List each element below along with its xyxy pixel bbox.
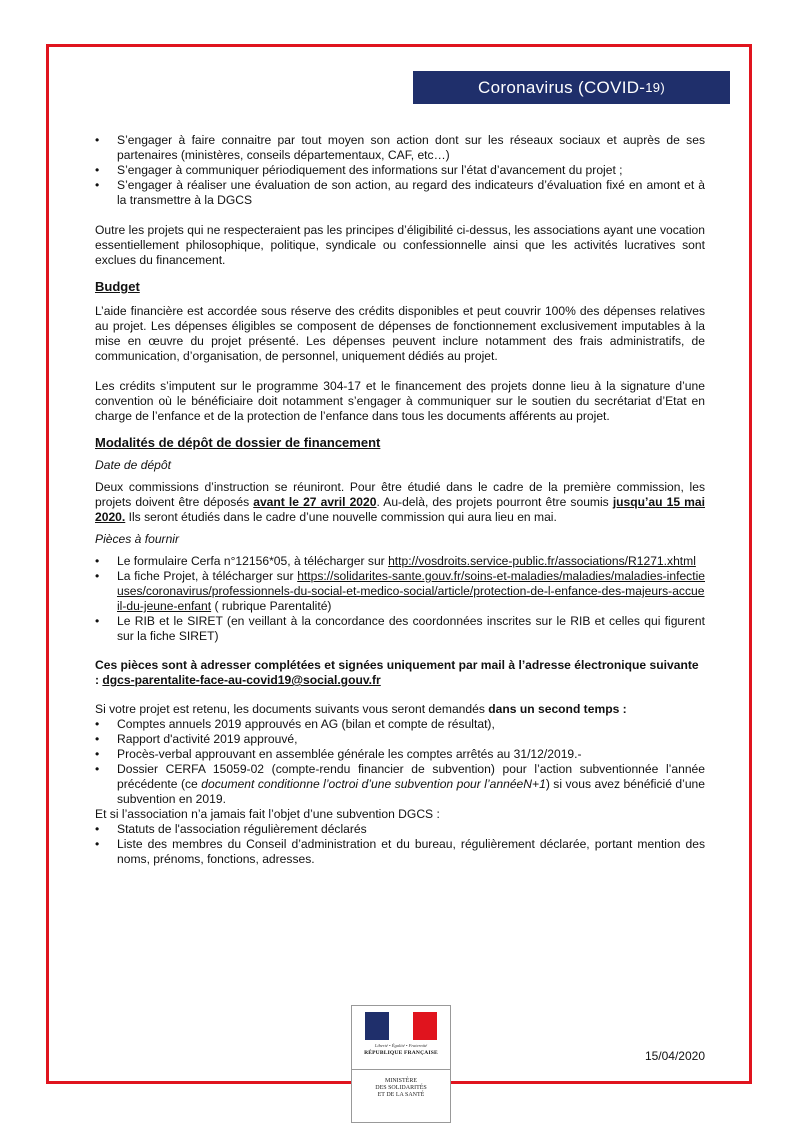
document-date: 15/04/2020 <box>644 1049 705 1063</box>
budget-heading: Budget <box>95 279 140 294</box>
list-item: • S’engager à faire connaitre par tout moyen son action dont sur les réseaux sociaux et auprès de ses partenaires (ministères, conseils départementaux, CAF, etc…) <box>95 133 705 163</box>
cerfa-text: Le formulaire Cerfa n°12156*05, à télécharger sur <box>117 554 389 568</box>
list-item <box>95 762 705 807</box>
date-text: Ils seront étudiés dans le cadre d’une nouvelle commission qui aura lieu en mai. <box>125 510 557 524</box>
list-item: • Statuts de l'association régulièrement déclarés <box>95 822 705 837</box>
retenu-text: Si votre projet est retenu, les documents suivants vous seront demandés <box>95 702 489 716</box>
list-item: • Procès-verbal approuvant en assemblée générale les comptes arrêtés au 31/12/2019.- <box>95 747 705 762</box>
jamais-list <box>95 822 705 867</box>
cerfa-link[interactable]: http://vosdroits.service-public.fr/associations/R1271.xhtml <box>388 554 696 568</box>
list-item: • Rapport d'activité 2019 approuvé, <box>95 732 705 747</box>
list-item: • Le RIB et le SIRET (en veillant à la concordance des coordonnées inscrites sur le RIB et celles qui figurent sur la fiche SIRET) <box>95 614 705 644</box>
deadline-1: avant le 27 avril 2020 <box>253 495 377 509</box>
document-body <box>95 133 705 867</box>
retenu-bold: dans un second temps : <box>488 702 627 716</box>
list-item <box>95 569 705 614</box>
jamais-intro: Et si l’association n’a jamais fait l’objet d’une subvention DGCS : <box>95 807 440 821</box>
date-depot-paragraph <box>95 480 705 525</box>
list-item: • S’engager à réaliser une évaluation de son action, au regard des indicateurs d’évaluation fixé en amont et à la transmettre à la DGCS <box>95 178 705 208</box>
fiche-text: La fiche Projet, à télécharger sur <box>117 569 298 583</box>
marianne-block <box>352 1006 450 1070</box>
list-item: • Liste des membres du Conseil d’administration et du bureau, régulièrement déclarée, portant mention des noms, prénoms, fonctions, adresses. <box>95 837 705 867</box>
commitments-list <box>95 133 705 208</box>
list-item: • S’engager à communiquer périodiquement des informations sur l’état d’avancement du projet ; <box>95 163 705 178</box>
header-banner <box>413 71 730 104</box>
ministry-name <box>352 1070 450 1099</box>
cerfa-15059-text-end: ) si vous avez bénéficié d’une subvention en 2019. <box>117 777 706 806</box>
motto: Liberté • Égalité • Fraternité <box>374 1043 428 1048</box>
budget-paragraph-2: Les crédits s’imputent sur le programme 304-17 et le financement des projets donne lieu à la signature d’une convention où le bénéficiaire doit notamment s’engager à communiquer sur le soutien du secrétariat d’Etat en charge de l’enfance et de la protection de l’enfance dans tous les documents afférents au projet. <box>95 379 705 423</box>
date-depot-subheading: Date de dépôt <box>95 458 171 472</box>
ministry-line: MINISTÈRE <box>385 1078 417 1084</box>
retenu-intro <box>95 702 705 717</box>
budget-paragraph-1: L’aide financière est accordée sous réserve des crédits disponibles et peut couvrir 100% des dépenses relatives au projet. Les dépenses éligibles se composent de dépenses de fonctionnement exclusivement imputables à la mise en œuvre du projet présenté. Les dépenses peuvent inclure notamment des frais administratifs, de communication, d’organisation, de personnel, uniquement dédiés au projet. <box>95 304 705 363</box>
send-text: Ces pièces sont à adresser complétées et signées uniquement par mail à l’adresse électronique suivante : <box>95 658 699 687</box>
list-item <box>95 554 705 569</box>
list-item: • Comptes annuels 2019 approuvés en AG (bilan et compte de résultat), <box>95 717 705 732</box>
deadline-2: jusqu’au 15 mai 2020. <box>95 495 705 524</box>
pieces-list <box>95 554 705 644</box>
ministry-line: ET DE LA SANTÉ <box>377 1092 425 1098</box>
date-text: Deux commissions d’instruction se réuniront. Pour être étudié dans le cadre de la première commission, les projets doivent être déposés <box>95 480 705 509</box>
cerfa-15059-text: Dossier CERFA 15059-02 (compte-rendu financier de subvention) pour l’action subventionnée l’année précédente (ce <box>117 762 705 791</box>
banner-title-suffix: 19) <box>645 80 665 95</box>
banner-title: Coronavirus (COVID- <box>478 77 646 97</box>
pieces-subheading: Pièces à fournir <box>95 532 180 546</box>
date-text: . Au-delà, des projets pourront être soumis <box>376 495 613 509</box>
marianne-flag-icon <box>365 1012 437 1040</box>
cerfa-15059-italic: document conditionne l’octroi d’une subvention pour l’annéeN+1 <box>201 777 546 791</box>
modalites-heading: Modalités de dépôt de dossier de financement <box>95 435 381 450</box>
ministry-line: DES SOLIDARITÉS <box>375 1085 427 1091</box>
fiche-suffix: ( rubrique Parentalité) <box>211 599 332 613</box>
ministry-logo <box>351 1005 451 1123</box>
email-link[interactable]: dgcs-parentalite-face-au-covid19@social.gouv.fr <box>102 673 381 687</box>
fiche-projet-link[interactable]: https://solidarites-sante.gouv.fr/soins-et-maladies/maladies/maladies-infectieuses/coronavirus/professionnels-du-social-et-medico-social/article/protection-de-l-enfance-des-majeurs-accueil-du-jeune-enfant <box>117 569 705 613</box>
exclusions-paragraph: Outre les projets qui ne respecteraient pas les principes d’éligibilité ci-dessus, les associations ayant une vocation essentiellement philosophique, politique, syndicale ou confessionnelle ainsi que les activités lucratives sont exclues du financement. <box>95 223 705 267</box>
send-instructions <box>95 658 705 688</box>
republique-francaise: RÉPUBLIQUE FRANÇAISE <box>364 1050 438 1056</box>
retenu-list <box>95 717 705 807</box>
